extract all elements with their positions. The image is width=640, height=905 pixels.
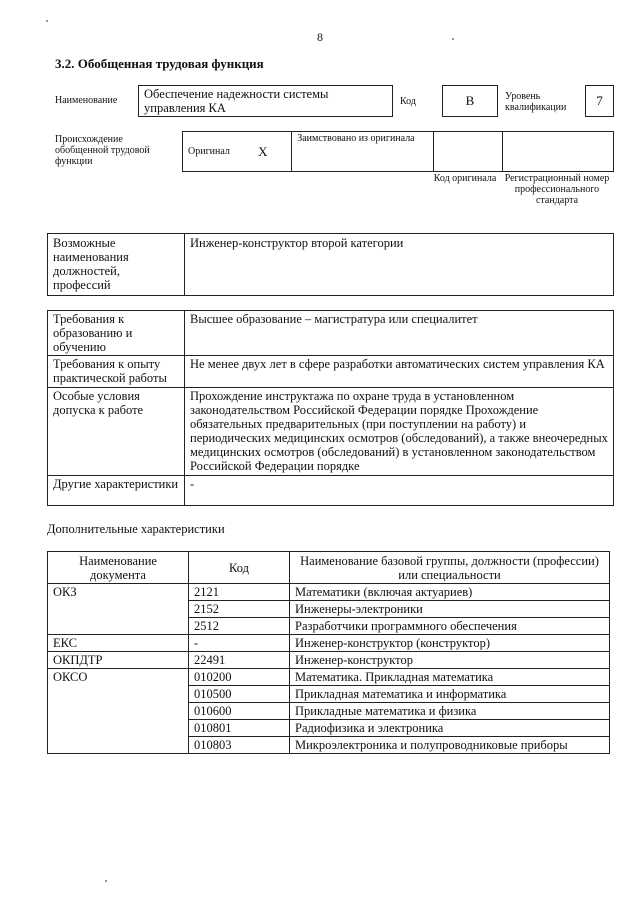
- code-value: B: [442, 85, 498, 117]
- header-document: Наименование документа: [48, 552, 189, 584]
- code-cell: 2152: [189, 601, 290, 618]
- requirement-label: Другие характеристики: [48, 476, 185, 506]
- name-label: Наименование: [55, 95, 118, 106]
- page-number: 8: [317, 30, 323, 44]
- requirement-label: Особые условия допуска к работе: [48, 388, 185, 476]
- section-title: 3.2. Обобщенная трудовая функция: [55, 56, 264, 71]
- positions-label: Возможные наименования должностей, профессий: [48, 234, 185, 296]
- name-cell: Микроэлектроника и полупроводниковые приборы: [290, 737, 610, 754]
- additional-table: [47, 551, 610, 754]
- requirement-row: [48, 356, 614, 388]
- scan-speck: [46, 20, 48, 22]
- code-cell: 010600: [189, 703, 290, 720]
- code-cell: 2121: [189, 584, 290, 601]
- additional-header-row: [48, 552, 610, 584]
- table-row: [48, 669, 610, 686]
- requirement-label: Требования к опыту практической работы: [48, 356, 185, 388]
- name-cell: Радиофизика и электроника: [290, 720, 610, 737]
- doc-cell: ЕКС: [48, 635, 189, 652]
- code-cell: 010500: [189, 686, 290, 703]
- doc-cell: ОКСО: [48, 669, 189, 754]
- requirement-value: Высшее образование – магистратура или специалитет: [185, 311, 614, 356]
- borrowed-label: Заимствовано из оригинала: [292, 132, 433, 172]
- level-label: Уровень квалификации: [505, 91, 567, 113]
- code-cell: -: [189, 635, 290, 652]
- positions-value: Инженер-конструктор второй категории: [185, 234, 614, 296]
- code-caption: Код оригинала: [433, 173, 497, 184]
- requirement-row: [48, 311, 614, 356]
- requirement-row: [48, 388, 614, 476]
- registration-number-cell: [502, 132, 613, 172]
- origin-table: [182, 131, 614, 172]
- name-cell: Инженер-конструктор: [290, 652, 610, 669]
- scan-speck: [105, 880, 107, 882]
- name-cell: Разработчики программного обеспечения: [290, 618, 610, 635]
- original-code-cell: [433, 132, 502, 172]
- doc-cell: ОКПДТР: [48, 652, 189, 669]
- header-name: Наименование базовой группы, должности (профессии) или специальности: [290, 552, 610, 584]
- code-cell: 22491: [189, 652, 290, 669]
- origin-label: Происхождение обобщенной трудовой функции: [55, 134, 150, 167]
- table-row: [48, 652, 610, 669]
- level-value: 7: [585, 85, 614, 117]
- name-cell: Математика. Прикладная математика: [290, 669, 610, 686]
- name-value: Обеспечение надежности системы управления КА: [144, 87, 329, 115]
- requirements-table: [47, 310, 614, 506]
- requirement-value: -: [185, 476, 614, 506]
- name-cell: Прикладная математика и информатика: [290, 686, 610, 703]
- name-cell: Прикладные математика и физика: [290, 703, 610, 720]
- table-row: [48, 635, 610, 652]
- requirement-value: Не менее двух лет в сфере разработки автоматических систем управления КА: [185, 356, 614, 388]
- header-code: Код: [189, 552, 290, 584]
- original-mark: X: [253, 132, 292, 172]
- requirement-value: Прохождение инструктажа по охране труда в установленном законодательством Российской Федерации порядке Прохождение обязательных предварительных (при поступлении на работу) и периодических медицинских осмотров (обследований), а также внеочередных медицинских осмотров (обследований) в установленном законодательством Российской Федерации порядке: [185, 388, 614, 476]
- positions-table: [47, 233, 614, 296]
- table-row: [48, 584, 610, 601]
- requirement-label: Требования к образованию и обучению: [48, 311, 185, 356]
- name-cell: Инженер-конструктор (конструктор): [290, 635, 610, 652]
- reg-caption: Регистрационный номер профессионального стандарта: [504, 173, 610, 206]
- code-cell: 010801: [189, 720, 290, 737]
- name-field: [138, 85, 393, 117]
- code-label: Код: [400, 96, 416, 107]
- code-cell: 010803: [189, 737, 290, 754]
- name-cell: Математики (включая актуариев): [290, 584, 610, 601]
- doc-cell: ОКЗ: [48, 584, 189, 635]
- name-cell: Инженеры-электроники: [290, 601, 610, 618]
- requirement-row: [48, 476, 614, 506]
- code-cell: 010200: [189, 669, 290, 686]
- additional-title: Дополнительные характеристики: [47, 522, 225, 536]
- code-cell: 2512: [189, 618, 290, 635]
- original-label: Оригинал: [183, 132, 254, 172]
